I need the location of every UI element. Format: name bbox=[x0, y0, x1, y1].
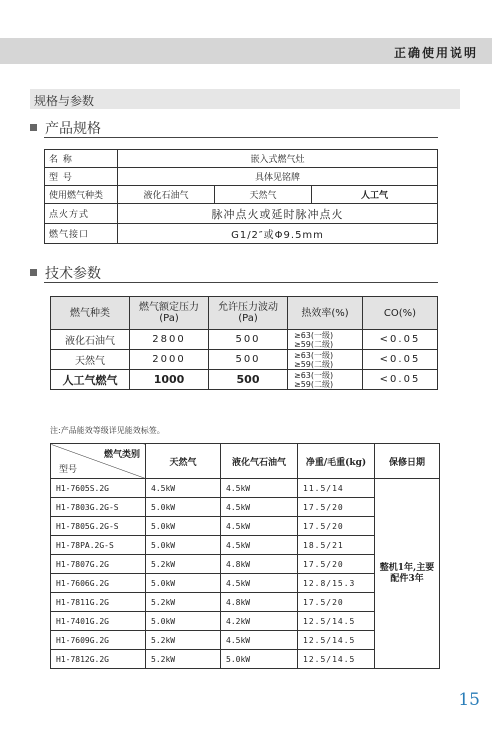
table-header-row bbox=[51, 444, 440, 479]
page-number: 15 bbox=[458, 690, 480, 710]
net-gross-weight: 11.5/14 bbox=[298, 479, 375, 498]
model-name: H1-7805G.2G-S bbox=[51, 517, 146, 536]
natural-gas-power: 5.0kW bbox=[146, 536, 221, 555]
tech-params-heading bbox=[30, 263, 101, 283]
lpg-power: 5.0kW bbox=[221, 650, 298, 669]
natural-gas-power: 4.5kW bbox=[146, 479, 221, 498]
rated-pressure: 2800 bbox=[130, 330, 209, 350]
spec-value: 具体见铭牌 bbox=[118, 168, 438, 186]
model-name: H1-7811G.2G bbox=[51, 593, 146, 612]
gas-type: 液化石油气 bbox=[51, 330, 130, 350]
spec-value: 嵌入式燃气灶 bbox=[118, 150, 438, 168]
spec-label: 点火方式 bbox=[45, 204, 118, 224]
col-header: 燃气额定压力(Pa) bbox=[130, 297, 209, 330]
col-header: 液化气石油气 bbox=[221, 444, 298, 479]
model-name: H1-7606G.2G bbox=[51, 574, 146, 593]
tech-params-underline bbox=[44, 282, 438, 283]
model-name: H1-7401G.2G bbox=[51, 612, 146, 631]
table-row bbox=[51, 330, 438, 350]
header-bar bbox=[0, 38, 492, 64]
table-header-row bbox=[51, 297, 438, 330]
header-title: 正确使用说明 bbox=[393, 46, 478, 60]
table-row bbox=[51, 479, 440, 498]
diag-header-gas-type: 燃气类别 bbox=[103, 450, 140, 460]
lpg-power: 4.5kW bbox=[221, 517, 298, 536]
col-header: 天然气 bbox=[146, 444, 221, 479]
lpg-power: 4.8kW bbox=[221, 593, 298, 612]
table-row bbox=[45, 224, 438, 244]
lpg-power: 4.5kW bbox=[221, 536, 298, 555]
pressure-fluctuation: 500 bbox=[209, 350, 288, 370]
col-header: CO(%) bbox=[363, 297, 438, 330]
lpg-power: 4.8kW bbox=[221, 555, 298, 574]
net-gross-weight: 17.5/20 bbox=[298, 517, 375, 536]
spec-value: 脉冲点火或延时脉冲点火 bbox=[118, 204, 438, 224]
net-gross-weight: 18.5/21 bbox=[298, 536, 375, 555]
tech-params-heading-text: 技术参数 bbox=[45, 266, 101, 282]
co-value: <0.05 bbox=[363, 330, 438, 350]
natural-gas-power: 5.2kW bbox=[146, 631, 221, 650]
square-bullet-icon bbox=[30, 269, 37, 276]
table-row bbox=[45, 204, 438, 224]
table-row bbox=[45, 168, 438, 186]
thermal-efficiency bbox=[288, 350, 363, 370]
diag-header-model: 型号 bbox=[59, 465, 78, 475]
natural-gas-power: 5.2kW bbox=[146, 555, 221, 574]
rated-pressure: 1000 bbox=[130, 370, 209, 390]
col-header: 净重/毛重(kg) bbox=[298, 444, 375, 479]
natural-gas-power: 5.2kW bbox=[146, 650, 221, 669]
spec-label: 使用燃气种类 bbox=[45, 186, 118, 204]
co-value: <0.05 bbox=[363, 370, 438, 390]
natural-gas-power: 5.0kW bbox=[146, 498, 221, 517]
efficiency-grade-2: ≥59(二级) bbox=[294, 339, 334, 349]
spec-value: 天然气 bbox=[215, 186, 312, 204]
spec-label: 燃气接口 bbox=[45, 224, 118, 244]
lpg-power: 4.5kW bbox=[221, 574, 298, 593]
natural-gas-power: 5.0kW bbox=[146, 517, 221, 536]
co-value: <0.05 bbox=[363, 350, 438, 370]
efficiency-grade-1: ≥63(一级) bbox=[294, 370, 334, 380]
diagonal-header-cell bbox=[51, 444, 146, 479]
spec-label: 名 称 bbox=[45, 150, 118, 168]
efficiency-grade-2: ≥59(二级) bbox=[294, 379, 334, 389]
spec-value: 人工气 bbox=[312, 186, 438, 204]
lpg-power: 4.5kW bbox=[221, 631, 298, 650]
model-name: H1-7609G.2G bbox=[51, 631, 146, 650]
natural-gas-power: 5.0kW bbox=[146, 574, 221, 593]
net-gross-weight: 12.8/15.3 bbox=[298, 574, 375, 593]
model-name: H1-78PA.2G-S bbox=[51, 536, 146, 555]
efficiency-grade-1: ≥63(一级) bbox=[294, 330, 334, 340]
col-header: 允许压力波动(Pa) bbox=[209, 297, 288, 330]
col-header: 保修日期 bbox=[375, 444, 440, 479]
pressure-fluctuation: 500 bbox=[209, 330, 288, 350]
rated-pressure: 2000 bbox=[130, 350, 209, 370]
net-gross-weight: 17.5/20 bbox=[298, 593, 375, 612]
net-gross-weight: 12.5/14.5 bbox=[298, 631, 375, 650]
spec-label: 型 号 bbox=[45, 168, 118, 186]
net-gross-weight: 12.5/14.5 bbox=[298, 612, 375, 631]
tech-params-table bbox=[50, 296, 438, 390]
lpg-power: 4.5kW bbox=[221, 479, 298, 498]
net-gross-weight: 17.5/20 bbox=[298, 555, 375, 574]
section-title: 规格与参数 bbox=[34, 94, 95, 108]
col-header: 燃气种类 bbox=[51, 297, 130, 330]
gas-type: 人工气燃气 bbox=[51, 370, 130, 390]
table-row bbox=[51, 370, 438, 390]
pressure-fluctuation: 500 bbox=[209, 370, 288, 390]
table-row bbox=[45, 186, 438, 204]
net-gross-weight: 17.5/20 bbox=[298, 498, 375, 517]
product-spec-heading-text: 产品规格 bbox=[45, 121, 101, 137]
model-name: H1-7605S.2G bbox=[51, 479, 146, 498]
square-bullet-icon bbox=[30, 124, 37, 131]
efficiency-note: 注:产品能效等级详见能效标签。 bbox=[50, 426, 165, 435]
model-name: H1-7812G.2G bbox=[51, 650, 146, 669]
spec-value: 液化石油气 bbox=[118, 186, 215, 204]
table-row bbox=[51, 350, 438, 370]
natural-gas-power: 5.2kW bbox=[146, 593, 221, 612]
thermal-efficiency bbox=[288, 330, 363, 350]
product-spec-underline bbox=[44, 137, 438, 138]
table-row bbox=[45, 150, 438, 168]
thermal-efficiency bbox=[288, 370, 363, 390]
model-name: H1-7807G.2G bbox=[51, 555, 146, 574]
net-gross-weight: 12.5/14.5 bbox=[298, 650, 375, 669]
lpg-power: 4.5kW bbox=[221, 498, 298, 517]
product-spec-table bbox=[44, 149, 438, 244]
product-spec-heading bbox=[30, 118, 101, 138]
section-band bbox=[30, 89, 460, 109]
efficiency-grade-2: ≥59(二级) bbox=[294, 359, 334, 369]
model-table bbox=[50, 443, 440, 669]
model-name: H1-7803G.2G-S bbox=[51, 498, 146, 517]
gas-type: 天然气 bbox=[51, 350, 130, 370]
col-header: 热效率(%) bbox=[288, 297, 363, 330]
spec-value: G1/2″或Φ9.5mm bbox=[118, 224, 438, 244]
efficiency-grade-1: ≥63(一级) bbox=[294, 350, 334, 360]
model-table-body bbox=[51, 479, 440, 669]
lpg-power: 4.2kW bbox=[221, 612, 298, 631]
natural-gas-power: 5.0kW bbox=[146, 612, 221, 631]
warranty-period: 整机1年,主要配件3年 bbox=[375, 479, 440, 669]
